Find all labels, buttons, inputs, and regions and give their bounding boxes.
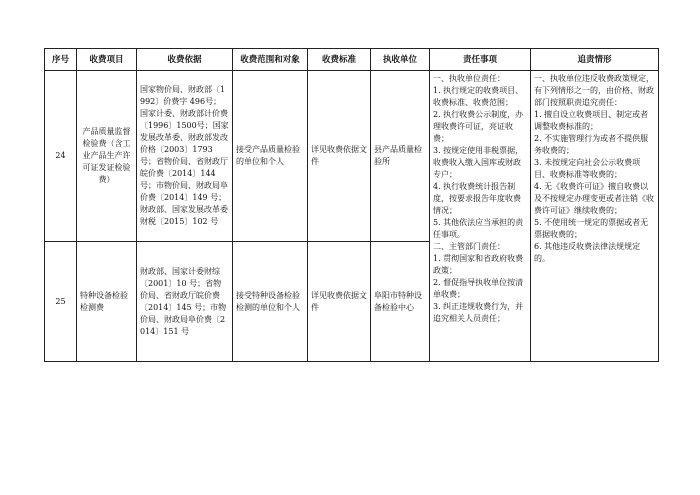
duty-line: 1. 贯彻国家和省政府收费政策；	[433, 254, 524, 275]
accountability-line: 4. 无《收费许可证》擅自收费以及不按规定办理变更或者注销《收费许可证》继续收费的；	[534, 182, 654, 215]
duty-line: 3. 纠正违规收费行为，并追究相关人员责任；	[433, 302, 524, 323]
duty-cell	[430, 71, 531, 362]
header-unit: 执收单位	[371, 49, 430, 71]
row-scope: 接受产品质量检验的单位和个人	[233, 71, 308, 242]
header-duty: 责任事项	[430, 49, 531, 71]
row-no: 25	[45, 242, 77, 362]
duty-line: 4. 执行收费统计报告制度，按要求报告年度收费情况；	[433, 182, 521, 215]
row-scope: 接受特种设备检验检测的单位和个人	[233, 242, 308, 362]
duty-line: 2. 执行收费公示制度，办理收费许可证，亮证收费；	[433, 110, 524, 143]
header-no: 序号	[45, 49, 77, 71]
header-scope: 收费范围和对象	[233, 49, 308, 71]
duty-line: 1. 执行规定的收费项目、收费标准、收费范围；	[433, 86, 524, 107]
accountability-line: 5. 不使用统一规定的票据或者无票据收费的；	[534, 218, 649, 239]
header-basis: 收费依据	[137, 49, 233, 71]
duty-line: 2. 督促指导执收单位按清单收费；	[433, 278, 524, 299]
duty-line: 5. 其他依法应当承担的责任事项。	[433, 218, 524, 239]
header-standard: 收费标准	[308, 49, 371, 71]
row-basis: 财政部、国家计委财综〔2001〕10 号；省物价局、省财政厅皖价费〔2014〕145 号；市物价局、财政局阜价费〔2014〕151 号	[137, 242, 233, 362]
duty-line: 二、主管部门责任：	[433, 242, 505, 251]
fee-table	[44, 48, 659, 362]
accountability-line: 一、执收单位违反收费政策规定，有下列情形之一的，由价格、财政部门按照职责追究责任：	[534, 74, 654, 107]
accountability-line: 3. 未按规定向社会公示收费项目、收费标准等收费的；	[534, 158, 641, 179]
accountability-cell	[531, 71, 659, 362]
row-unit: 阜阳市特种设备检验中心	[371, 242, 430, 362]
row-item: 产品质量监督检验费（含工业产品生产许可证发证检验费）	[77, 71, 137, 242]
duty-line: 一、执收单位责任：	[433, 74, 505, 83]
header-item: 收费项目	[77, 49, 137, 71]
row-standard: 详见收费依据文件	[308, 242, 371, 362]
accountability-line: 2. 不实施管理行为或者不提供服务收费的；	[534, 134, 649, 155]
row-item: 特种设备检验检测费	[77, 242, 137, 362]
row-standard: 详见收费依据文件	[308, 71, 371, 242]
header-accountability: 追责情形	[531, 49, 659, 71]
row-unit: 县产品质量检验所	[371, 71, 430, 242]
table-header-row	[45, 49, 659, 71]
duty-line: 3. 按规定使用非税票据，收费收入缴入国库或财政专户；	[433, 146, 524, 179]
row-basis: 国家物价局、财政部〔1992〕价费字 496号；国家计委、财政部计价费〔1996〕1500号；国家发展改革委、财政部发改价格〔2003〕1793 号；省物价局、省财政厅皖价费〔2014〕144 号；市物价局、财政局阜价费〔2014〕149 号；财政部、国家发展改革委财税〔2015〕102 号	[137, 71, 233, 242]
row-no: 24	[45, 71, 77, 242]
accountability-line: 1. 擅自设立收费项目、制定或者调整收费标准的；	[534, 110, 649, 131]
accountability-line: 6. 其他违反收费法律法规规定的。	[534, 242, 641, 263]
table-row	[45, 71, 659, 242]
